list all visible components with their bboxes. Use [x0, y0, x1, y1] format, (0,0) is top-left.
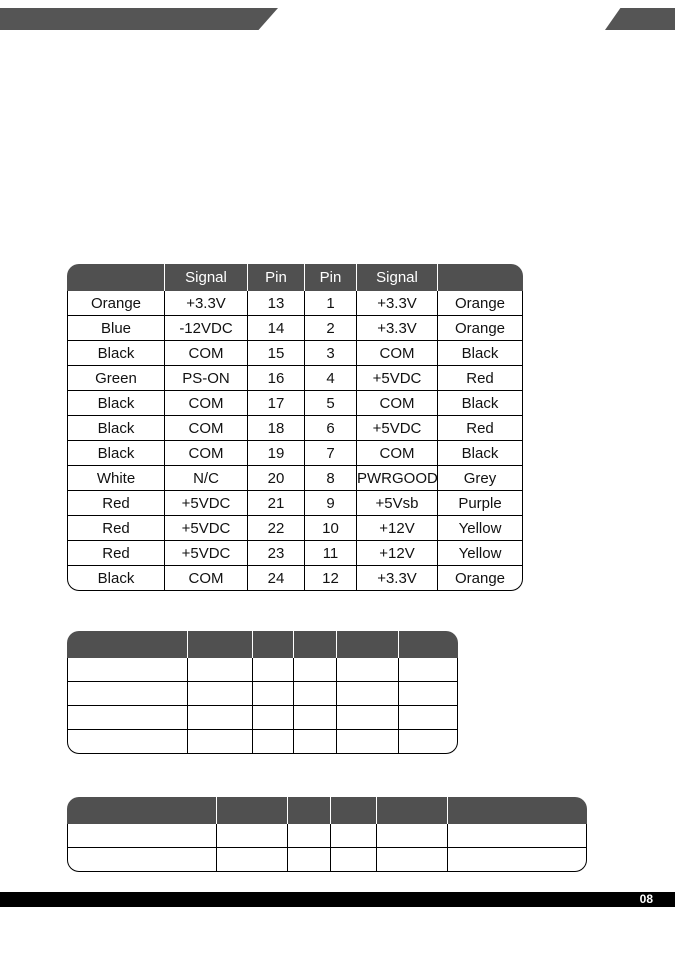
connector-table-2: [67, 631, 458, 754]
cell-pin-right: 2: [305, 316, 357, 341]
table-cell: [337, 682, 399, 706]
cell-wire-color-right: Yellow: [438, 541, 523, 566]
table-row: [67, 848, 587, 872]
table-cell: [399, 682, 458, 706]
table-cell: [288, 848, 331, 872]
table-row: [67, 682, 458, 706]
table-cell: [253, 706, 294, 730]
cell-signal-right: +12V: [357, 541, 438, 566]
table-cell: [377, 824, 448, 848]
header-bar-right: [605, 8, 675, 30]
cell-wire-color-right: Yellow: [438, 516, 523, 541]
cell-pin-right: 9: [305, 491, 357, 516]
table-cell: [331, 824, 377, 848]
cell-signal-right: +3.3V: [357, 566, 438, 591]
cell-pin-right: 12: [305, 566, 357, 591]
table-cell: [448, 824, 587, 848]
cell-wire-color-right: Red: [438, 416, 523, 441]
cell-wire-color-right: Orange: [438, 291, 523, 316]
table3-header-cell: [67, 797, 217, 824]
table-cell: [288, 824, 331, 848]
cell-signal-left: COM: [165, 416, 248, 441]
table3-header-cell: [448, 797, 587, 824]
table-cell: [217, 824, 288, 848]
table2-header-row: [67, 631, 458, 658]
table2-header-cell: [67, 631, 188, 658]
table-cell: [67, 682, 188, 706]
table-cell: [337, 730, 399, 754]
header-wire-color-right: [438, 264, 523, 291]
cell-pin-left: 23: [248, 541, 305, 566]
cell-signal-right: PWRGOOD: [357, 466, 438, 491]
header-pin-right: Pin: [305, 264, 357, 291]
cell-wire-color-right: Black: [438, 341, 523, 366]
cell-signal-left: +5VDC: [165, 541, 248, 566]
table-cell: [188, 730, 253, 754]
table-cell: [399, 730, 458, 754]
table-cell: [67, 706, 188, 730]
cell-signal-left: COM: [165, 391, 248, 416]
cell-wire-color-left: Green: [67, 366, 165, 391]
cell-signal-right: COM: [357, 341, 438, 366]
table-row: [67, 291, 523, 316]
cell-wire-color-right: Black: [438, 391, 523, 416]
cell-wire-color-left: Black: [67, 341, 165, 366]
cell-wire-color-left: Black: [67, 391, 165, 416]
cell-signal-left: +5VDC: [165, 516, 248, 541]
table-cell: [294, 658, 337, 682]
cell-wire-color-left: Blue: [67, 316, 165, 341]
cell-pin-right: 8: [305, 466, 357, 491]
cell-wire-color-left: Red: [67, 491, 165, 516]
table-row: [67, 416, 523, 441]
table-cell: [399, 706, 458, 730]
cell-signal-left: COM: [165, 341, 248, 366]
table-cell: [253, 658, 294, 682]
cell-wire-color-left: Orange: [67, 291, 165, 316]
cell-pin-right: 7: [305, 441, 357, 466]
table3-header-row: [67, 797, 587, 824]
header-signal-right: Signal: [357, 264, 438, 291]
table-cell: [294, 706, 337, 730]
cell-pin-left: 19: [248, 441, 305, 466]
table2-header-cell: [253, 631, 294, 658]
cell-pin-left: 22: [248, 516, 305, 541]
cell-signal-left: COM: [165, 441, 248, 466]
cell-wire-color-right: Grey: [438, 466, 523, 491]
page-number: 08: [639, 892, 653, 906]
table-cell: [67, 848, 217, 872]
table3-header-cell: [331, 797, 377, 824]
table2-header-cell: [294, 631, 337, 658]
cell-pin-left: 15: [248, 341, 305, 366]
cell-signal-right: COM: [357, 391, 438, 416]
table-row: [67, 316, 523, 341]
cell-pin-left: 20: [248, 466, 305, 491]
cell-signal-right: +5VDC: [357, 366, 438, 391]
cell-pin-left: 16: [248, 366, 305, 391]
cell-signal-right: +3.3V: [357, 291, 438, 316]
table-cell: [377, 848, 448, 872]
footer-bar: [0, 892, 675, 907]
cell-signal-right: +5Vsb: [357, 491, 438, 516]
cell-pin-right: 10: [305, 516, 357, 541]
cell-pin-right: 11: [305, 541, 357, 566]
cell-wire-color-right: Black: [438, 441, 523, 466]
table-row: [67, 658, 458, 682]
table-row: [67, 566, 523, 591]
table-cell: [188, 706, 253, 730]
table-cell: [294, 682, 337, 706]
cell-signal-left: +5VDC: [165, 491, 248, 516]
header-pin-left: Pin: [248, 264, 305, 291]
cell-pin-right: 1: [305, 291, 357, 316]
table3-header-cell: [288, 797, 331, 824]
cell-signal-left: COM: [165, 566, 248, 591]
table-row: [67, 516, 523, 541]
cell-pin-left: 24: [248, 566, 305, 591]
table-row: [67, 466, 523, 491]
cell-wire-color-left: Black: [67, 566, 165, 591]
pin-assignment-table: [67, 264, 523, 591]
cell-pin-left: 18: [248, 416, 305, 441]
table3-header-cell: [377, 797, 448, 824]
cell-wire-color-left: Black: [67, 416, 165, 441]
table-cell: [448, 848, 587, 872]
cell-signal-left: +3.3V: [165, 291, 248, 316]
cell-wire-color-left: Black: [67, 441, 165, 466]
table-row: [67, 541, 523, 566]
table2-header-cell: [399, 631, 458, 658]
table-cell: [253, 730, 294, 754]
table-cell: [67, 730, 188, 754]
cell-signal-left: -12VDC: [165, 316, 248, 341]
table-row: [67, 730, 458, 754]
table-row: [67, 706, 458, 730]
cell-signal-right: +5VDC: [357, 416, 438, 441]
header-signal-left: Signal: [165, 264, 248, 291]
cell-pin-right: 4: [305, 366, 357, 391]
table3-header-cell: [217, 797, 288, 824]
table-row: [67, 391, 523, 416]
cell-pin-left: 21: [248, 491, 305, 516]
table-cell: [67, 824, 217, 848]
cell-pin-left: 13: [248, 291, 305, 316]
cell-wire-color-right: Orange: [438, 566, 523, 591]
cell-pin-left: 14: [248, 316, 305, 341]
table-row: [67, 824, 587, 848]
table-cell: [294, 730, 337, 754]
cell-pin-right: 5: [305, 391, 357, 416]
cell-signal-right: COM: [357, 441, 438, 466]
table-row: [67, 366, 523, 391]
table-cell: [331, 848, 377, 872]
cell-signal-left: N/C: [165, 466, 248, 491]
cell-wire-color-left: Red: [67, 541, 165, 566]
connector-table-3: [67, 797, 587, 872]
cell-signal-right: +12V: [357, 516, 438, 541]
table-cell: [188, 658, 253, 682]
table2-header-cell: [337, 631, 399, 658]
table2-header-cell: [188, 631, 253, 658]
table-cell: [253, 682, 294, 706]
table-cell: [188, 682, 253, 706]
header-wire-color-left: [67, 264, 165, 291]
cell-pin-right: 6: [305, 416, 357, 441]
table-row: [67, 441, 523, 466]
cell-wire-color-right: Red: [438, 366, 523, 391]
table-cell: [399, 658, 458, 682]
cell-wire-color-left: Red: [67, 516, 165, 541]
cell-wire-color-right: Orange: [438, 316, 523, 341]
table-cell: [67, 658, 188, 682]
table-cell: [337, 706, 399, 730]
table-row: [67, 491, 523, 516]
header-bar-left: [0, 8, 278, 30]
table-cell: [217, 848, 288, 872]
cell-signal-left: PS-ON: [165, 366, 248, 391]
cell-signal-right: +3.3V: [357, 316, 438, 341]
cell-pin-left: 17: [248, 391, 305, 416]
table-cell: [337, 658, 399, 682]
cell-pin-right: 3: [305, 341, 357, 366]
cell-wire-color-right: Purple: [438, 491, 523, 516]
table-row: [67, 341, 523, 366]
cell-wire-color-left: White: [67, 466, 165, 491]
pin-table-header-row: [67, 264, 523, 291]
